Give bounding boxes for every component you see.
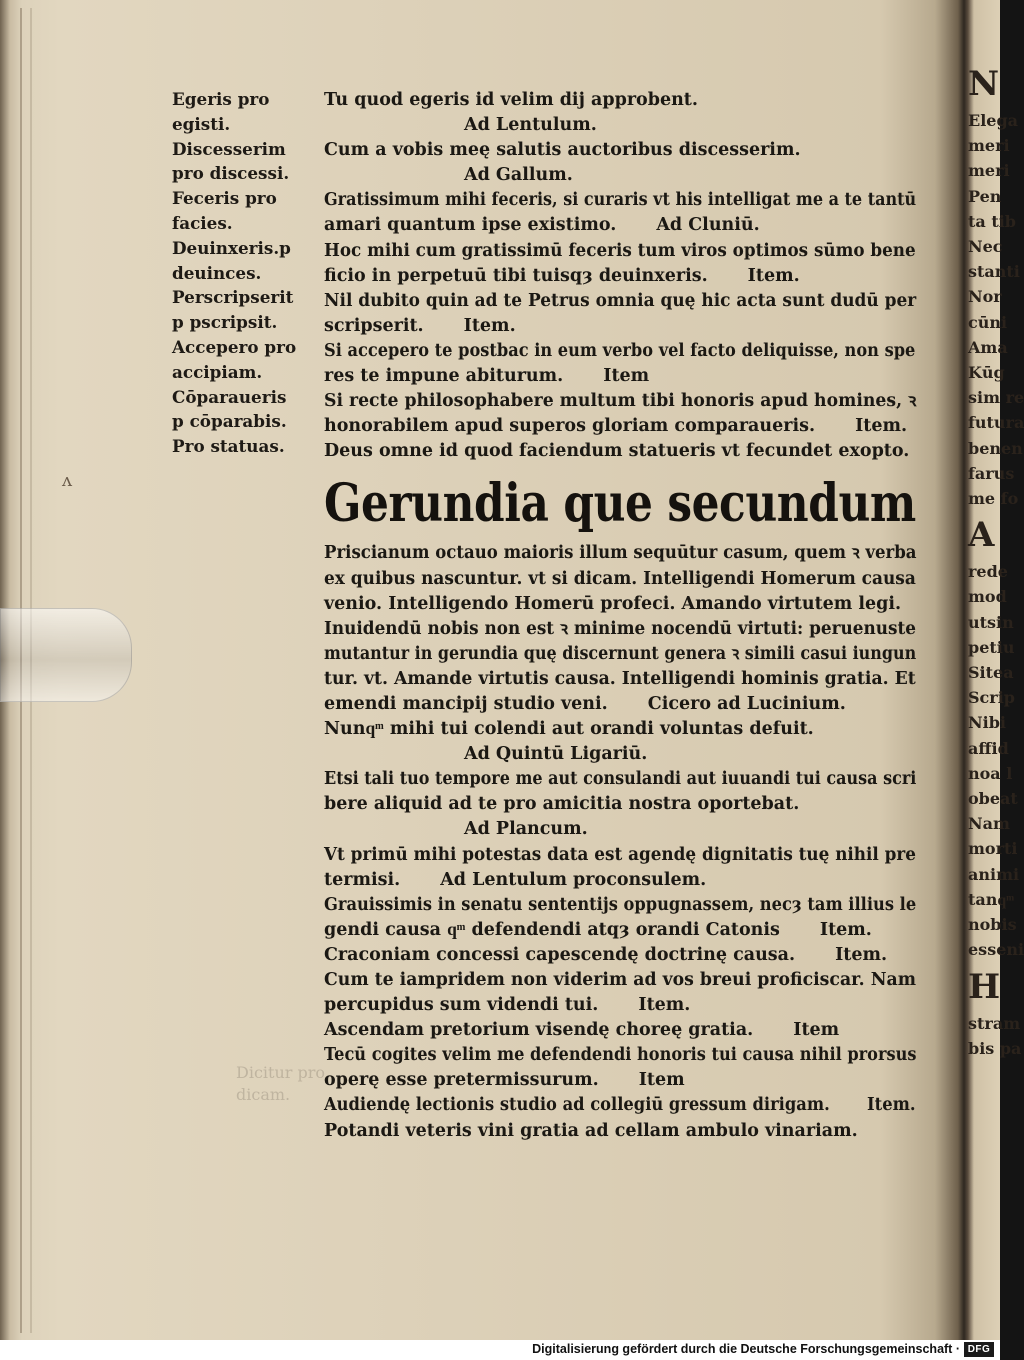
marginal-note: Egeris pro: [172, 90, 270, 110]
text-line: [324, 792, 914, 817]
line-text: Cum te iampridem non viderim ad vos breui proficiscar. Nam: [324, 970, 917, 990]
show-through-line: Dicitur pro: [236, 1063, 326, 1082]
text-line: [324, 567, 916, 592]
line-text: mutantur in gerundia quę discernunt genera ꝛ simili casui iungun: [324, 643, 917, 664]
facing-fragment: bis pa: [968, 1038, 1022, 1058]
line-text: operę esse pretermissurum.: [324, 1070, 599, 1091]
line-text: termisi.: [324, 869, 401, 890]
line-reference: Item.: [867, 1095, 916, 1116]
line-text: Inuidendū nobis non est ꝛ minime nocendū virtuti: peruenuste: [324, 618, 917, 639]
text-line: [324, 364, 914, 389]
line-text: Ad Gallum.: [464, 165, 573, 186]
facing-fragment: Scrip: [968, 688, 1015, 708]
margin-mark: ᴧ: [62, 470, 73, 491]
text-line: [324, 88, 914, 113]
text-line: [324, 414, 914, 439]
line-text: Grauissimis in senatu sententijs oppugnassem, necȝ tam illius le: [324, 894, 917, 915]
line-text: ex quibus nascuntur. vt si dicam. Intelligendi Homerum causa: [324, 568, 916, 589]
marginal-note: p cōparabis.: [172, 412, 287, 433]
line-text: Audiendę lectionis studio ad collegiū gressum dirigam.: [324, 1095, 830, 1116]
text-line: [324, 339, 916, 364]
line-text: Craconiam concessi capescendę doctrinę causa.: [324, 944, 796, 965]
marginal-note: Cōparaueris: [172, 387, 287, 408]
facing-fragment: Sitea: [968, 663, 1014, 683]
line-text: Ad Plancum.: [464, 819, 588, 840]
text-line: [324, 1119, 914, 1144]
text-line: [324, 213, 914, 238]
text-line: [324, 239, 916, 264]
main-text-column: [324, 88, 917, 1144]
text-block-bottom: [324, 541, 917, 1143]
text-line: [324, 993, 914, 1018]
line-text: Ad Lentulum.: [464, 115, 597, 136]
line-text: Hoc mihi cum gratissimū feceris tum viros optimos sūmo bene: [324, 240, 916, 261]
text-line: [324, 767, 917, 792]
facing-fragment: affid: [968, 738, 1009, 758]
line-text: percupidus sum videndi tui.: [324, 995, 599, 1016]
text-line: [324, 289, 917, 314]
text-line: [324, 667, 916, 692]
text-line: [324, 1043, 917, 1068]
facing-fragment: animi: [968, 864, 1020, 884]
line-text: emendi mancipij studio veni.: [324, 693, 608, 714]
text-line: [324, 439, 914, 464]
line-text: Si accepero te postbac in eum verbo vel facto deliquisse, non spe: [324, 340, 916, 361]
text-line: [324, 642, 917, 667]
book-clip: [0, 608, 132, 702]
marginal-note: Deuinxeris.p: [172, 238, 291, 259]
text-line: [324, 918, 914, 943]
facing-initial: A: [968, 515, 995, 556]
line-text: bere aliquid ad te pro amicitia nostra oportebat.: [324, 794, 800, 815]
line-reference: Cicero ad Lucinium.: [647, 693, 846, 714]
line-text: Cum a vobis meę salutis auctoribus discesserim.: [324, 140, 801, 161]
marginal-note: p pscripsit.: [172, 313, 278, 334]
marginal-note: egisti.: [172, 114, 231, 135]
facing-fragment: Pen: [968, 186, 1002, 206]
facing-fragment: Nibi: [968, 713, 1006, 733]
letter-heading: [324, 742, 914, 767]
facing-fragment: Nor: [968, 287, 1002, 307]
marginal-note: Pro statuas.: [172, 437, 285, 458]
facing-initial: H: [968, 966, 1001, 1007]
line-text: Si recte philosophabere multum tibi honoris apud homines, ꝛ: [324, 391, 917, 412]
marginal-note: pro discessi.: [172, 164, 290, 185]
letter-heading: [324, 817, 914, 842]
line-text: Deus omne id quod faciendum statueris vt fecundet exopto.: [324, 441, 910, 462]
digitization-footer: [0, 1340, 1000, 1360]
text-line: [324, 314, 914, 339]
text-line: [324, 843, 916, 868]
facing-fragment: farus: [968, 463, 1015, 483]
line-text: Vt primū mihi potestas data est agendę dignitatis tuę nihil pre: [324, 844, 916, 865]
marginal-note: Perscripserit: [172, 288, 294, 309]
text-line: [324, 943, 914, 968]
facing-fragment: meri: [968, 136, 1010, 156]
line-reference: Item: [603, 366, 650, 387]
marginal-note: Accepero pro: [172, 337, 297, 358]
facing-fragment: stram: [968, 1013, 1021, 1033]
text-line: [324, 717, 914, 742]
show-through-text: [236, 1062, 325, 1106]
line-reference: Item.: [747, 265, 800, 286]
line-text: tur. vt. Amande virtutis causa. Intelligendi hominis gratia. Et: [324, 668, 916, 689]
line-reference: Item.: [835, 944, 888, 965]
facing-fragment: meri: [968, 161, 1010, 181]
line-text: honorabilem apud superos gloriam comparaueris.: [324, 416, 816, 437]
text-line: [324, 389, 917, 414]
line-text: Ad Quintū Ligariū.: [464, 744, 648, 765]
line-reference: Item.: [855, 416, 908, 437]
line-reference: Item.: [463, 315, 516, 336]
facing-page-fragment: [968, 60, 1024, 1160]
facing-fragment: cūni: [968, 312, 1008, 332]
line-text: Etsi tali tuo tempore me aut consulandi aut iuuandi tui causa scri: [324, 769, 917, 790]
facing-initial: N: [968, 64, 1000, 104]
line-text: gendi causa qͫ defendendi atqȝ orandi Catonis: [324, 919, 780, 940]
text-line: [324, 1018, 914, 1043]
line-text: Nil dubito quin ad te Petrus omnia quę hic acta sunt dudū per: [324, 290, 917, 311]
facing-fragment: stanti: [968, 262, 1020, 282]
facing-fragment: Nam: [968, 814, 1010, 834]
facing-fragment: Nec: [968, 237, 1003, 257]
marginal-note: deuinces.: [172, 263, 262, 284]
text-line: [324, 138, 914, 163]
line-reference: Ad Cluniū.: [656, 215, 760, 236]
marginal-note: Feceris pro: [172, 189, 277, 210]
show-through-line: dicam.: [236, 1085, 291, 1104]
line-text: res te impune abiturum.: [324, 366, 564, 387]
facing-fragment: me fo: [968, 489, 1019, 509]
line-text: Nunqͫ mihi tui colendi aut orandi voluntas defuit.: [324, 719, 814, 740]
text-line: [324, 1093, 916, 1118]
text-line: [324, 692, 914, 717]
text-line: [324, 541, 917, 566]
facing-fragment: ta tib: [968, 211, 1016, 231]
facing-fragment: sim re: [968, 388, 1024, 408]
marginal-note: accipiam.: [172, 362, 263, 383]
line-text: Tu quod egeris id velim dij approbent.: [324, 90, 698, 110]
facing-fragment: Elega: [968, 111, 1019, 130]
line-text: Gratissimum mihi feceris, si curaris vt his intelligat me a te tantū: [324, 190, 917, 211]
facing-fragment: futura: [968, 413, 1024, 433]
marginal-notes: [172, 88, 322, 460]
marginal-note: Discesserim: [172, 139, 286, 160]
line-text: ficio in perpetuū tibi tuisqȝ deuinxeris.: [324, 265, 708, 286]
funding-credit: Digitalisierung gefördert durch die Deutsche Forschungsgemeinschaft ·: [532, 1342, 960, 1356]
facing-fragment: tanqͫ: [968, 889, 1015, 909]
text-line: [324, 188, 917, 213]
facing-fragment: morti: [968, 839, 1018, 859]
facing-fragment: esseni: [968, 940, 1024, 960]
line-text: Priscianum octauo maioris illum sequūtur casum, quem ꝛ verba: [324, 543, 917, 564]
line-reference: Item.: [638, 995, 691, 1016]
text-line: [324, 617, 917, 642]
text-line: [324, 868, 914, 893]
line-text: Potandi veteris vini gratia ad cellam ambulo vinariam.: [324, 1120, 858, 1141]
text-line: [324, 264, 914, 289]
facing-fragment: nobis: [968, 915, 1017, 935]
line-reference: Item.: [819, 919, 872, 940]
facing-fragment: Ama: [968, 337, 1008, 357]
facing-fragment: utsin: [968, 612, 1014, 632]
line-reference: Item: [638, 1070, 685, 1091]
letter-heading: [324, 163, 914, 188]
facing-fragment: obeat: [968, 789, 1018, 809]
marginal-note: facies.: [172, 213, 233, 234]
text-line: [324, 893, 917, 918]
text-line: [324, 1068, 914, 1093]
line-reference: Ad Lentulum proconsulem.: [440, 869, 707, 890]
facing-fragment: noa l: [968, 763, 1013, 783]
text-line: [324, 968, 917, 993]
line-reference: Item: [793, 1020, 840, 1041]
facing-fragment: benen: [968, 438, 1023, 458]
facing-fragment: rede: [968, 562, 1008, 582]
section-heading: Gerundia que secundum: [324, 473, 916, 535]
line-text: scripserit.: [324, 315, 424, 336]
line-text: Tecū cogites velim me defendendi honoris tui causa nihil prorsus: [324, 1045, 917, 1066]
dfg-logo: DFG: [964, 1342, 994, 1357]
line-text: amari quantum ipse existimo.: [324, 215, 617, 236]
facing-fragment: mod: [968, 587, 1007, 607]
line-text: Ascendam pretorium visendę choreę gratia.: [324, 1020, 754, 1041]
facing-fragment: petiu: [968, 637, 1015, 657]
line-text: venio. Intelligendo Homerū profeci. Amando virtutem legi.: [324, 593, 902, 614]
text-block-top: [324, 88, 917, 464]
facing-fragment: Kūg: [968, 363, 1005, 383]
text-line: [324, 592, 914, 617]
letter-heading: [324, 113, 914, 138]
